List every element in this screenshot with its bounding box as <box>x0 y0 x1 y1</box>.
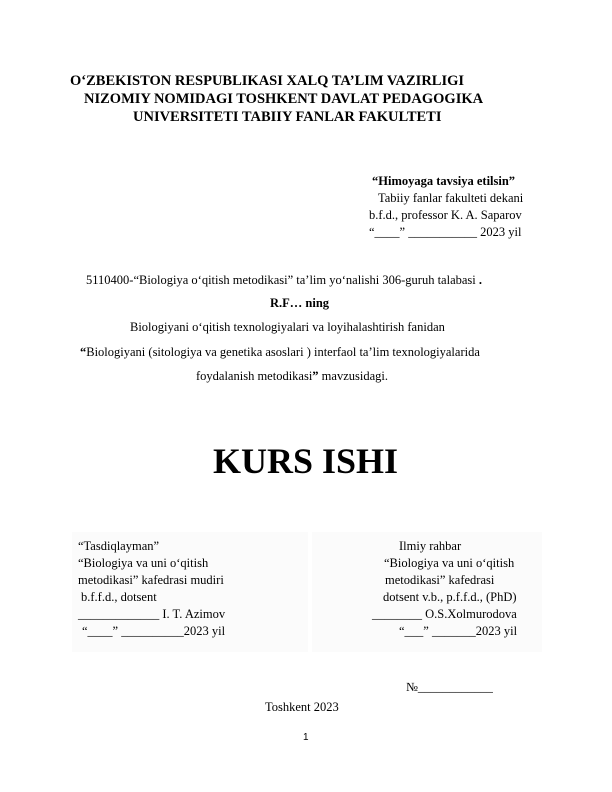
right-sig-name: ________ O.S.Xolmurodova <box>372 607 517 621</box>
right-sig-department-2: metodikasi” kafedrasi <box>385 573 495 587</box>
page-number: 1 <box>303 732 309 743</box>
topic-mavzusidagi: mavzusidagi. <box>318 369 388 383</box>
approval-professor: b.f.d., professor K. A. Saparov <box>369 208 522 222</box>
left-sig-department-2: metodikasi” kafedrasi mudiri <box>78 573 224 587</box>
approval-title: “Himoyaga tavsiya etilsin” <box>372 174 516 188</box>
approval-date: “____” ___________ 2023 yil <box>369 225 522 239</box>
right-sig-degree: dotsent v.b., p.f.f.d., (PhD) <box>383 590 517 604</box>
topic-program: 5110400-“Biologiya o‘qitish metodikasi” ta’lim yo‘nalishi 306-guruh talabasi <box>86 273 476 287</box>
document-title: KURS ISHI <box>213 441 399 481</box>
header-line-2: NIZOMIY NOMIDAGI TOSHKENT DAVLAT PEDAGOGIKA <box>84 91 484 107</box>
right-sig-date: “___” _______2023 yil <box>399 624 518 638</box>
header-line-1: O‘ZBEKISTON RESPUBLIKASI XALQ TA’LIM VAZIRLIGI <box>70 73 465 89</box>
topic-close-quote: ” <box>312 369 319 383</box>
topic-subject: Biologiyani o‘qitish texnologiyalari va loyihalashtirish fanidan <box>130 320 445 334</box>
registration-number: №____________ <box>406 680 493 694</box>
student-name: R.F… ning <box>270 296 330 310</box>
topic-line-5 <box>196 368 388 385</box>
topic-dot: . <box>475 273 482 287</box>
header-line-3: UNIVERSITETI TABIIY FANLAR FAKULTETI <box>133 109 442 125</box>
left-sig-department-1: “Biologiya va uni o‘qitish <box>78 556 209 570</box>
topic-theme: Biologiyani (sitologiya va genetika asoslari ) interfaol ta’lim texnologiyalarida <box>86 345 480 359</box>
approval-dean: Tabiiy fanlar fakulteti dekani <box>378 191 524 205</box>
topic-line-1 <box>86 272 482 289</box>
topic-line-4 <box>80 344 480 361</box>
left-sig-tasdiqlayman: “Tasdiqlayman” <box>78 539 160 553</box>
left-sig-date: “____” __________2023 yil <box>82 624 226 638</box>
right-sig-department-1: “Biologiya va uni o‘qitish <box>384 556 515 570</box>
topic-theme-end: foydalanish metodikasi <box>196 369 313 383</box>
city-year: Toshkent 2023 <box>265 700 339 714</box>
right-sig-ilmiy-rahbar: Ilmiy rahbar <box>399 539 462 553</box>
topic-open-quote: “ <box>80 345 87 359</box>
left-sig-degree: b.f.f.d., dotsent <box>81 590 157 604</box>
left-sig-name: _____________ I. T. Azimov <box>78 607 226 621</box>
